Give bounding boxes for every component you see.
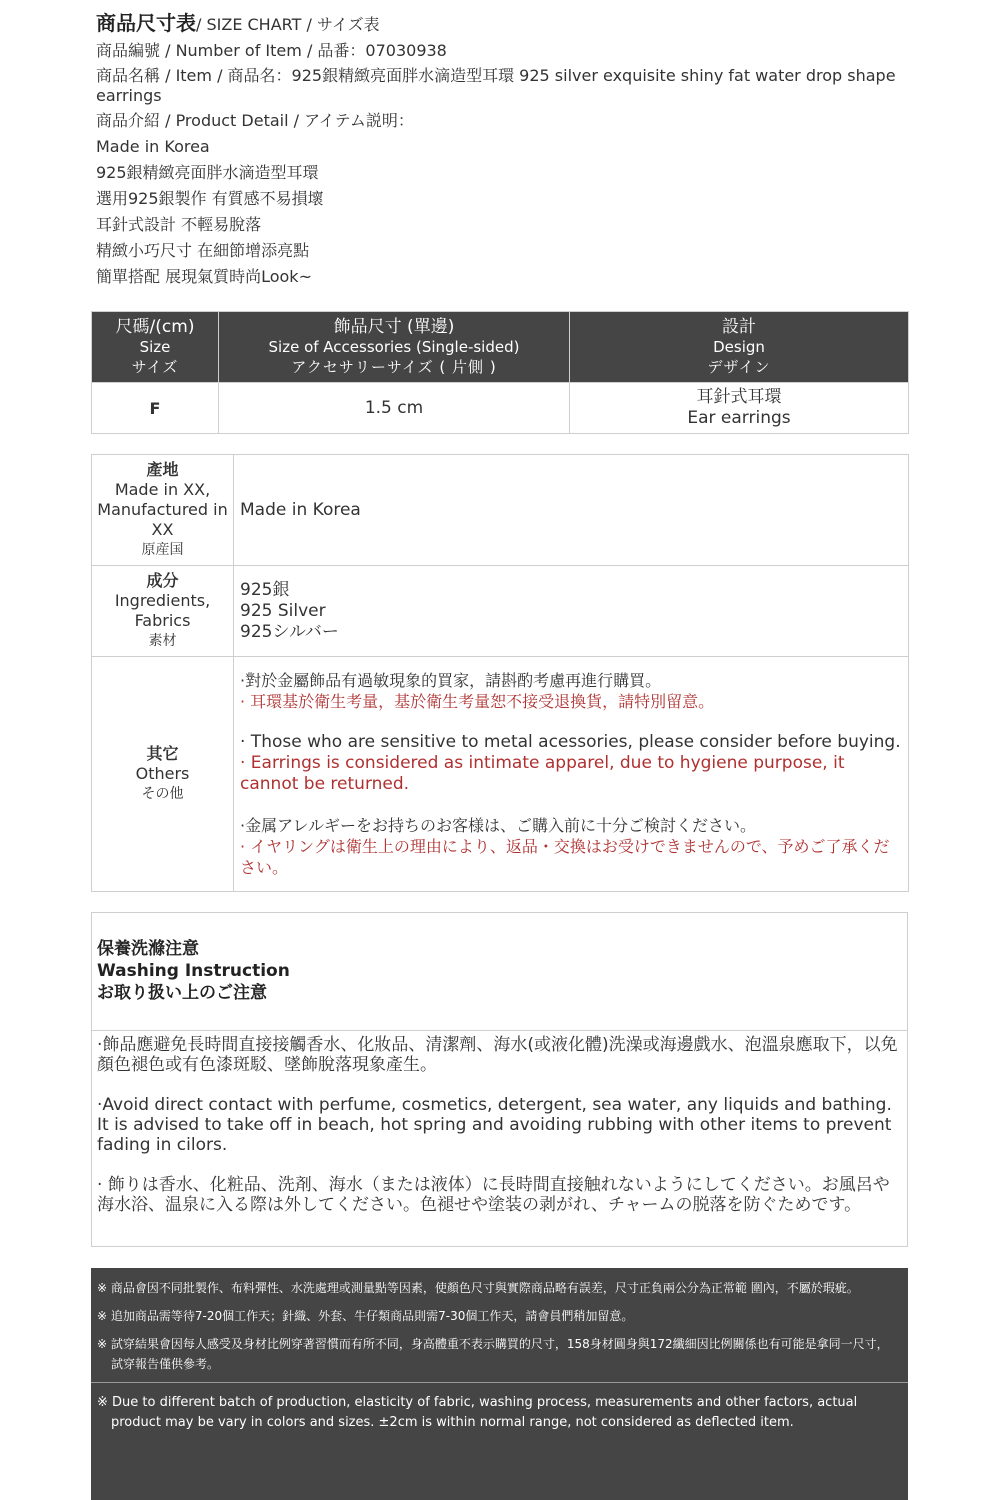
allergy-note-en: · Those who are sensitive to metal acessories, please consider before buying.: [240, 732, 901, 752]
notes-zh: [91, 1268, 908, 1374]
others-label: 其它 Others その他: [92, 657, 234, 892]
title-suffix: / SIZE CHART / サイズ表: [196, 15, 380, 34]
washing-text-en: ·Avoid direct contact with perfume, cosmetics, detergent, sea water, any liquids and bathing. It is advised to take off in beach, hot spring and avoiding rubbing with other items to prevent fading in cilors.: [97, 1095, 892, 1155]
size-table-header: [92, 312, 909, 383]
note-item: ※ 試穿結果會因每人感受及身材比例穿著習慣而有所不同，身高體重不表示購買的尺寸，158身材圓身與172纖細因比例關係也有可能是拿同一尺寸，試穿報告僅供參考。: [97, 1337, 889, 1371]
table-row: [92, 657, 909, 892]
size-column-header: 尺碼/(cm) Size サイズ: [92, 312, 219, 383]
detail-item: 925銀精緻亮面胖水滴造型耳環: [96, 163, 319, 182]
detail-item: 精緻小巧尺寸 在細節增添亮點: [96, 241, 310, 260]
allergy-note-zh: ·對於金屬飾品有過敏現象的買家，請斟酌考慮再進行購買。: [240, 671, 662, 690]
design-zh: 耳針式耳環: [696, 387, 782, 407]
table-row: [92, 455, 909, 566]
note-item: ※ Due to different batch of production, elasticity of fabric, washing process, measurements and other factors, actual product may be vary in colors and sizes. ±2cm is within normal range, not considered as deflected item.: [97, 1395, 858, 1430]
return-note-zh: · 耳環基於衛生考量，基於衛生考量恕不接受退換貨，請特別留意。: [240, 692, 715, 711]
detail-item: 簡單搭配 展現氣質時尚Look~: [96, 267, 312, 286]
detail-item: 耳針式設計 不輕易脫落: [96, 215, 262, 234]
design-column-header: 設計 Design デザイン: [570, 312, 909, 383]
notes-en: [91, 1383, 908, 1433]
accessory-size-column-header: 飾品尺寸 (單邊) Size of Accessories (Single-sided) アクセサリーサイズ ( 片側 ): [219, 312, 570, 383]
spec-table: [91, 454, 909, 892]
size-value: F: [92, 383, 219, 434]
title-main: 商品尺寸表: [96, 11, 196, 35]
washing-text: [92, 1031, 907, 1215]
origin-value: Made in Korea: [234, 455, 909, 566]
accessory-size-value: 1.5 cm: [219, 383, 570, 434]
detail-item: Made in Korea: [96, 137, 210, 156]
washing-text-zh: ·飾品應避免長時間直接接觸香水、化妝品、清潔劑、海水(或液化體)洗澡或海邊戲水、泡溫泉應取下，以免顏色褪色或有色漆斑駁、墜飾脫落現象產生。: [97, 1035, 898, 1075]
detail-item: 選用925銀製作 有質感不易損壞: [96, 189, 324, 208]
others-value: [234, 657, 909, 892]
origin-label: 產地 Made in XX, Manufactured in XX 原産国: [92, 455, 234, 566]
return-note-jp: · イヤリングは衛生上の理由により、返品・交換はお受けできませんので、予めご了承ください。: [240, 837, 890, 877]
product-header: [96, 8, 906, 287]
return-note-en: · Earrings is considered as intimate apparel, due to hygiene purpose, it cannot be returned.: [240, 753, 845, 794]
size-table: [91, 311, 909, 434]
size-chart-title: [96, 8, 906, 40]
design-en: Ear earrings: [687, 408, 791, 428]
washing-title: 保養洗滌注意 Washing Instruction お取り扱い上のご注意: [92, 913, 907, 1031]
ingredients-label: 成分 Ingredients, Fabrics 素材: [92, 566, 234, 657]
allergy-note-jp: ·金属アレルギーをお持ちのお客様は、ご購入前に十分ご検討ください。: [240, 816, 757, 835]
design-value: [570, 383, 909, 434]
washing-text-jp: · 飾りは香水、化粧品、洗剤、海水（または液体）に長時間直接触れないようにしてください。お風呂や海水浴、温泉に入る際は外してください。色褪せや塗装の剥がれ、チャームの脱落を防ぐためです。: [97, 1175, 890, 1215]
item-number: 商品編號 / Number of Item / 品番：07030938: [96, 41, 447, 60]
note-item: ※ 商品會因不同批製作、布料彈性、水洗處理或測量點等因素，使顏色尺寸與實際商品略有誤差，尺寸正負兩公分為正常範 圍內，不屬於瑕疵。: [97, 1281, 859, 1295]
item-name: 商品名稱 / Item / 商品名：925銀精緻亮面胖水滴造型耳環 925 silver exquisite shiny fat water drop shape earrings: [96, 66, 896, 105]
ingredients-value: 925銀 925 Silver 925シルバー: [234, 566, 909, 657]
table-row: [92, 383, 909, 434]
table-row: [92, 566, 909, 657]
notes-box: [91, 1268, 908, 1500]
washing-instruction-box: [91, 912, 908, 1247]
note-item: ※ 追加商品需等待7-20個工作天；針織、外套、牛仔類商品則需7-30個工作天，請會員們稍加留意。: [97, 1309, 634, 1323]
product-detail-label: 商品介紹 / Product Detail / アイテム説明：: [96, 111, 414, 130]
